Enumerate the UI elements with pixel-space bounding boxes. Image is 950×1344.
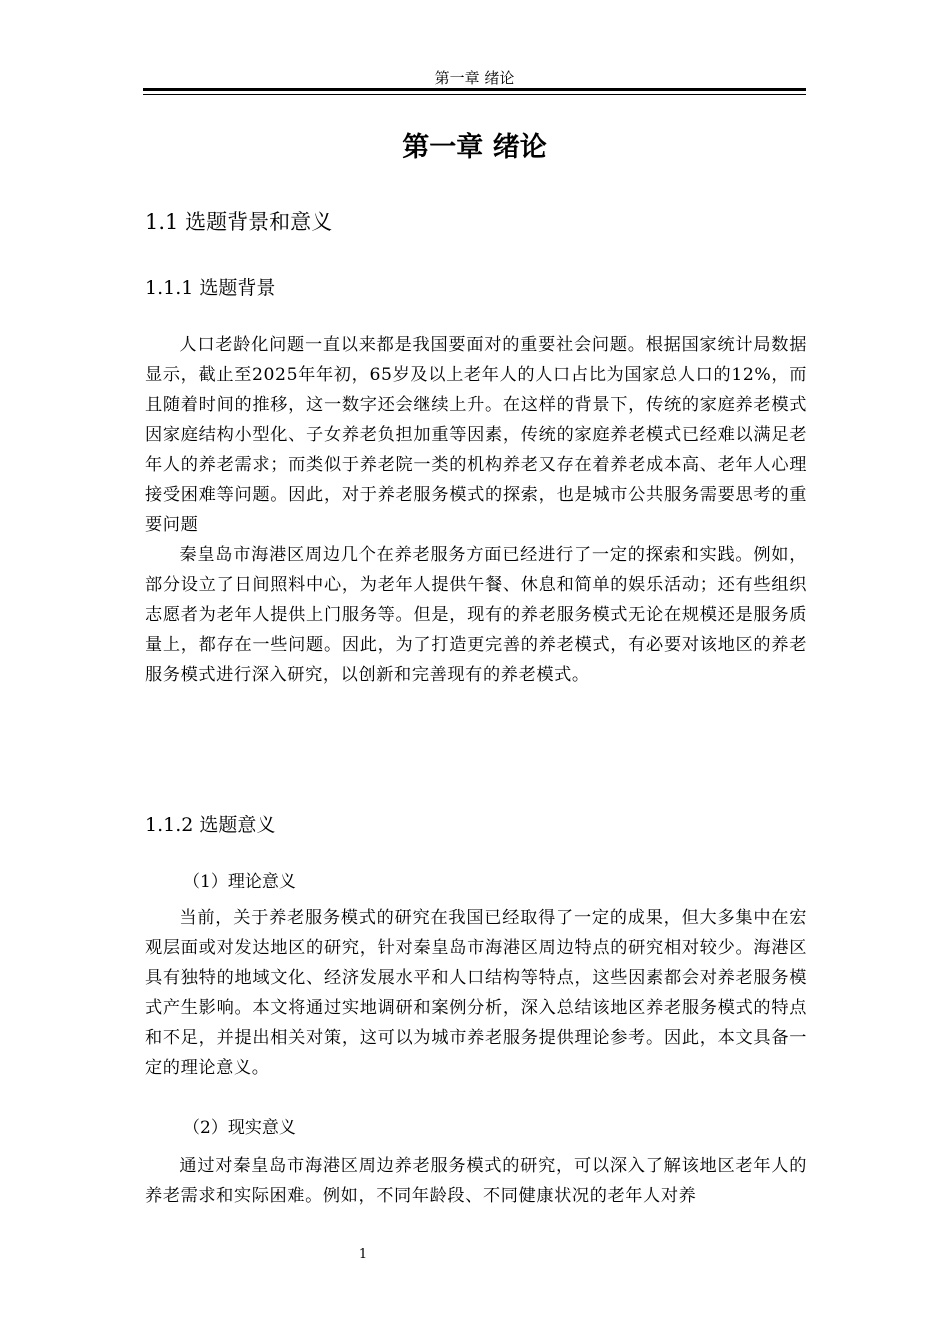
background-paragraph-1: 人口老龄化问题一直以来都是我国要面对的重要社会问题。根据国家统计局数据显示，截止至2025年年初，65岁及以上老年人的人口占比为国家总人口的12%，而且随着时间的推移，这一数字还会继续上升。在这样的背景下，传统的家庭养老模式因家庭结构小型化、子女养老负担加重等因素，传统的家庭养老模式已经难以满足老年人的养老需求；而类似于养老院一类的机构养老又存在着养老成本高、老年人心理接受困难等问题。因此，对于养老服务模式的探索，也是城市公共服务需要思考的重要问题: [145, 335, 807, 535]
page-number: 1: [358, 1247, 368, 1262]
background-text: [145, 330, 807, 690]
theory-significance-label: （1）理论意义: [183, 872, 296, 892]
section-heading-1-1-1: 1.1.1 选题背景: [145, 277, 276, 299]
header-rule-thick: [143, 88, 806, 91]
theory-text: [145, 903, 807, 1083]
section-heading-1-1: 1.1 选题背景和意义: [145, 210, 333, 234]
background-paragraph-2: 秦皇岛市海港区周边几个在养老服务方面已经进行了一定的探索和实践。例如，部分设立了日间照料中心，为老年人提供午餐、休息和简单的娱乐活动；还有些组织志愿者为老年人提供上门服务等。但是，现有的养老服务模式无论在规模还是服务质量上，都存在一些问题。因此，为了打造更完善的养老模式，有必要对该地区的养老服务模式进行深入研究，以创新和完善现有的养老模式。: [145, 545, 807, 685]
section-heading-1-1-2: 1.1.2 选题意义: [145, 814, 276, 836]
theory-paragraph: 当前，关于养老服务模式的研究在我国已经取得了一定的成果，但大多集中在宏观层面或对发达地区的研究，针对秦皇岛市海港区周边特点的研究相对较少。海港区具有独特的地域文化、经济发展水平和人口结构等特点，这些因素都会对养老服务模式产生影响。本文将通过实地调研和案例分析，深入总结该地区养老服务模式的特点和不足，并提出相关对策，这可以为城市养老服务提供理论参考。因此，本文具备一定的理论意义。: [145, 908, 807, 1078]
running-header: 第一章 绪论: [434, 69, 515, 87]
practice-significance-label: （2）现实意义: [183, 1118, 296, 1138]
practice-text: [145, 1151, 807, 1211]
header-rule-thin: [143, 94, 806, 95]
practice-paragraph: 通过对秦皇岛市海港区周边养老服务模式的研究，可以深入了解该地区老年人的养老需求和实际困难。例如，不同年龄段、不同健康状况的老年人对养: [145, 1156, 807, 1206]
chapter-title: 第一章 绪论: [402, 132, 547, 163]
